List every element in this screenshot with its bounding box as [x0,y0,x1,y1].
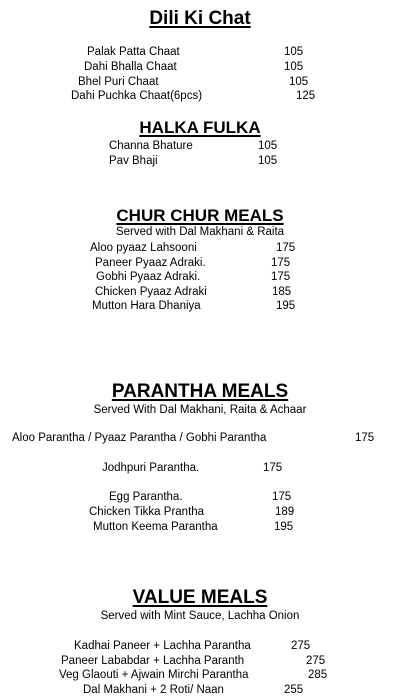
menu-item-name: Dahi Puchka Chaat(6pcs) [71,90,203,102]
menu-item-name: Kadhai Paneer + Lachha Parantha [74,640,251,652]
menu-item-price: 175 [271,271,291,283]
menu-item-price: 175 [276,242,296,254]
menu-item-name: Bhel Puri Chaat [78,76,159,88]
menu-item-name: Paneer Lababdar + Lachha Paranth [61,655,245,667]
menu-item-price: 105 [289,76,309,88]
menu-item-name: Chicken Tikka Prantha [89,506,205,518]
section-title-dili-ki-chat: Dili Ki Chat [149,8,251,29]
section-title-value-meals: VALUE MEALS [132,587,268,608]
menu-item-name: Aloo pyaaz Lahsooni [90,242,197,254]
menu-item-price: 175 [272,491,292,503]
menu-item-name: Mutton Hara Dhaniya [92,300,201,312]
menu-item-name: Veg Glaouti + Ajwain Mirchi Parantha [59,669,249,681]
menu-item-price: 285 [308,669,328,681]
section-subtitle: Served With Dal Makhani, Raita & Achaar [93,404,307,416]
menu-item-name: Aloo Parantha / Pyaaz Parantha / Gobhi Parantha [12,432,267,444]
menu-item-price: 105 [258,155,278,167]
menu-item-price: 195 [274,521,294,533]
menu-item-price: 105 [284,61,304,73]
menu-item-price: 185 [272,286,292,298]
menu-item-name: Jodhpuri Parantha. [102,462,200,474]
menu-item-price: 175 [263,462,283,474]
menu-item-name: Mutton Keema Parantha [93,521,218,533]
menu-item-price: 255 [284,684,304,696]
menu-item-price: 175 [271,257,291,269]
section-title-parantha-meals: PARANTHA MEALS [111,381,289,402]
menu-item-price: 189 [275,506,295,518]
menu-item-name: Dal Makhani + 2 Roti/ Naan [83,684,224,696]
menu-item-name: Dahi Bhalla Chaat [84,61,177,73]
menu-item-name: Paneer Pyaaz Adraki. [95,257,206,269]
menu-item-price: 105 [258,140,278,152]
menu-item-price: 195 [276,300,296,312]
menu-item-price: 175 [355,432,375,444]
menu-item-name: Channa Bhature [109,140,193,152]
menu-item-name: Palak Patta Chaat [87,46,180,58]
menu-item-price: 125 [296,90,316,102]
menu-item-name: Gobhi Pyaaz Adraki. [96,271,201,283]
menu-item-name: Egg Parantha. [109,491,183,503]
menu-item-price: 275 [306,655,326,667]
section-title-halka-fulka: HALKA FULKA [139,118,261,137]
section-title-chur-chur-meals: CHUR CHUR MEALS [116,206,284,225]
section-subtitle: Served with Dal Makhani & Raita [115,226,285,238]
menu-item-price: 275 [291,640,311,652]
section-subtitle: Served with Mint Sauce, Lachha Onion [100,610,300,622]
menu-item-name: Pav Bhaji [109,155,158,167]
menu-item-price: 105 [284,46,304,58]
menu-item-name: Chicken Pyaaz Adraki [95,286,207,298]
